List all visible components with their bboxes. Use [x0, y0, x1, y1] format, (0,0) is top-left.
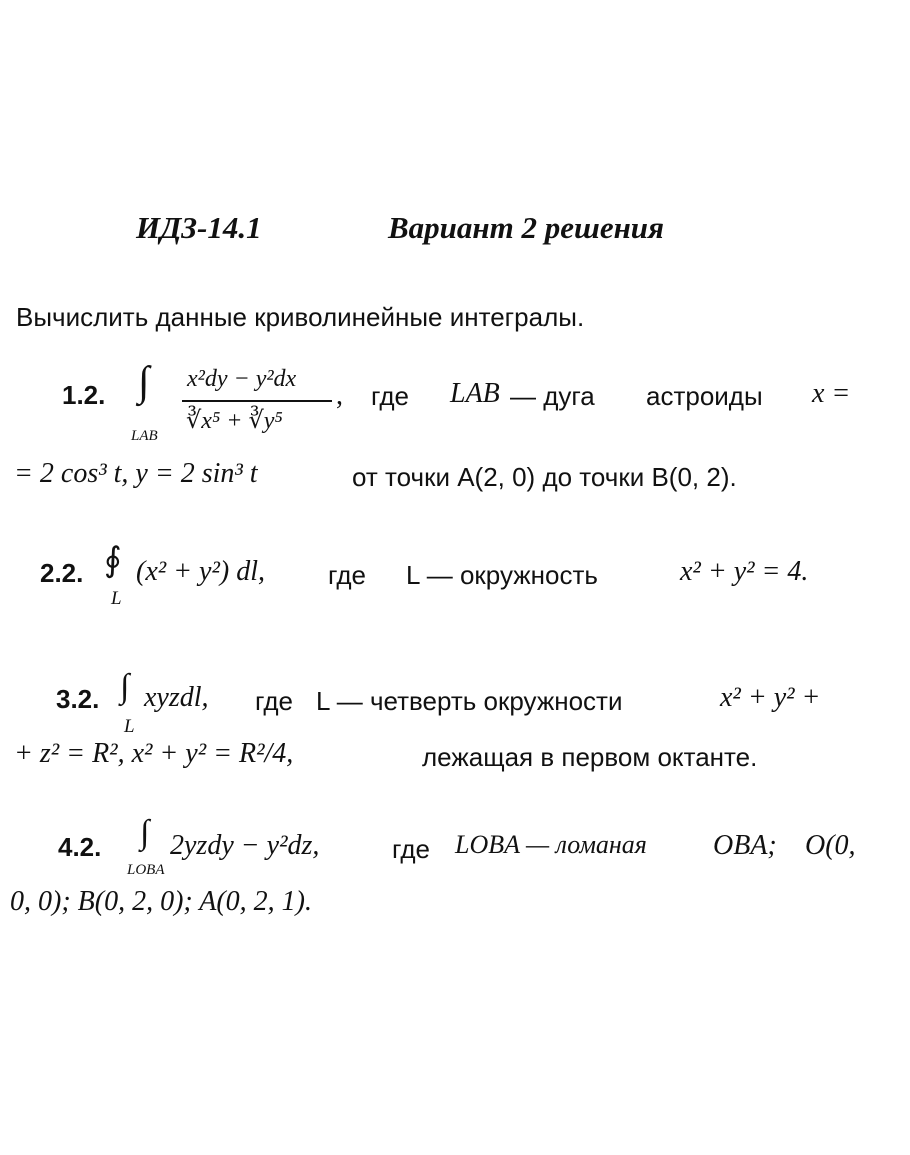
contour-integral-sign: ∮ [104, 542, 122, 579]
integrand: xyzdl, [144, 682, 209, 713]
curve-description: L — окружность [406, 560, 598, 590]
endpoints-text: от точки A(2, 0) до точки B(0, 2). [352, 462, 737, 492]
integral-limit: LOBA [127, 862, 165, 878]
document-code: ИДЗ-14.1 [136, 210, 262, 245]
problem-number: 1.2. [62, 380, 106, 410]
integral-limit: L [111, 588, 122, 609]
integral-sign: ∫ [138, 359, 150, 405]
integral-sign: ∫ [140, 814, 150, 851]
parametric-equations: = 2 cos³ t, y = 2 sin³ t [14, 458, 258, 489]
curve-name: астроиды [646, 381, 763, 411]
fraction-bar [182, 400, 332, 402]
where-word: где [328, 560, 366, 590]
curve-type: — дуга [510, 381, 595, 411]
curve-label: LAB [450, 378, 500, 409]
curve-description: LOBA — ломаная [455, 830, 647, 859]
problem-number: 2.2. [40, 558, 84, 588]
integral-limit: LAB [131, 428, 158, 444]
integral-limit: L [124, 716, 135, 737]
circle-equation: x² + y² = 4. [680, 556, 809, 587]
where-word: где [392, 834, 430, 864]
integrand: (x² + y²) dl, [136, 556, 265, 587]
points-list: 0, 0); B(0, 2, 0); A(0, 2, 1). [10, 886, 312, 917]
where-word: где [371, 381, 409, 411]
point-o-start: O(0, [805, 830, 856, 861]
task-statement: Вычислить данные криволинейные интегралы. [16, 302, 585, 332]
polyline-name: OBA; [713, 830, 777, 861]
sphere-equation-start: x² + y² + [720, 682, 821, 713]
comma: , [336, 380, 343, 411]
octant-text: лежащая в первом октанте. [422, 742, 758, 772]
equation-start: x = [812, 378, 851, 409]
where-word: где [255, 686, 293, 716]
integrand: 2yzdy − y²dz, [170, 830, 320, 861]
fraction-denominator: ∛x⁵ + ∛y⁵ [186, 408, 283, 434]
curve-description: L — четверть окружности [316, 686, 623, 716]
problem-number: 3.2. [56, 684, 100, 714]
fraction-numerator: x²dy − y²dx [187, 366, 297, 392]
problem-number: 4.2. [58, 832, 102, 862]
surface-equations: + z² = R², x² + y² = R²/4, [14, 738, 294, 769]
variant-title: Вариант 2 решения [388, 210, 665, 245]
integral-sign: ∫ [120, 668, 130, 705]
